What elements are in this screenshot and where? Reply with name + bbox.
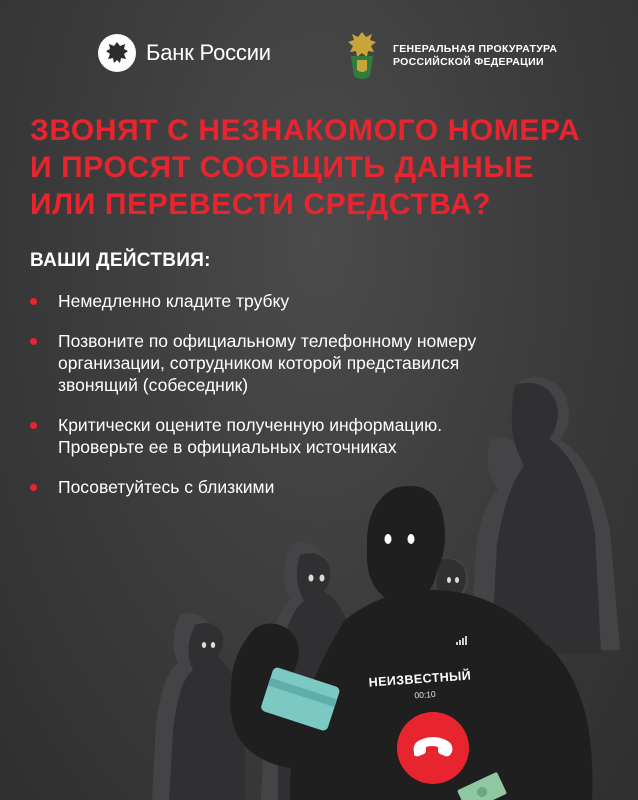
headline-line: ИЛИ ПЕРЕВЕСТИ СРЕДСТВА? xyxy=(30,188,492,221)
eagle-emblem-icon xyxy=(98,34,136,72)
actions-title: ВАШИ ДЕЙСТВИЯ: xyxy=(30,250,211,271)
bank-of-russia-logo xyxy=(98,34,271,72)
bank-of-russia-name: Банк России xyxy=(146,40,271,65)
action-item xyxy=(30,290,600,312)
prosecutor-office-name xyxy=(393,43,557,69)
bullet-icon xyxy=(30,298,37,305)
actions-list xyxy=(30,290,600,516)
action-text: Посоветуйтесь с близкими xyxy=(58,477,275,497)
bullet-icon xyxy=(30,484,37,491)
action-text: Критически оцените полученную информацию. xyxy=(58,415,443,435)
prosecutor-emblem-icon xyxy=(341,30,383,82)
hang-up-button[interactable] xyxy=(397,712,469,784)
action-item xyxy=(30,476,600,498)
call-duration: 00:10 xyxy=(414,688,437,701)
bullet-icon xyxy=(30,422,37,429)
bullet-icon xyxy=(30,338,37,345)
action-text: звонящий (собеседник) xyxy=(58,375,249,395)
prosecutor-name-line1: ГЕНЕРАЛЬНАЯ ПРОКУРАТУРА xyxy=(393,43,558,55)
action-text: организации, сотрудником которой представился xyxy=(58,353,460,373)
prosecutor-office-logo xyxy=(341,30,557,82)
header xyxy=(0,30,638,86)
headline xyxy=(30,112,620,223)
caller-name: НЕИЗВЕСТНЫЙ xyxy=(368,668,472,690)
prosecutor-name-line2: РОССИЙСКОЙ ФЕДЕРАЦИИ xyxy=(393,56,544,68)
headline-line: ЗВОНЯТ С НЕЗНАКОМОГО НОМЕРА xyxy=(30,114,581,147)
action-text: Проверьте ее в официальных источниках xyxy=(58,437,397,457)
headline-line: И ПРОСЯТ СООБЩИТЬ ДАННЫЕ xyxy=(30,151,534,184)
action-item xyxy=(30,414,600,458)
action-text: Немедленно кладите трубку xyxy=(58,291,290,311)
action-text: Позвоните по официальному телефонному номеру xyxy=(58,331,477,351)
action-item xyxy=(30,330,600,396)
